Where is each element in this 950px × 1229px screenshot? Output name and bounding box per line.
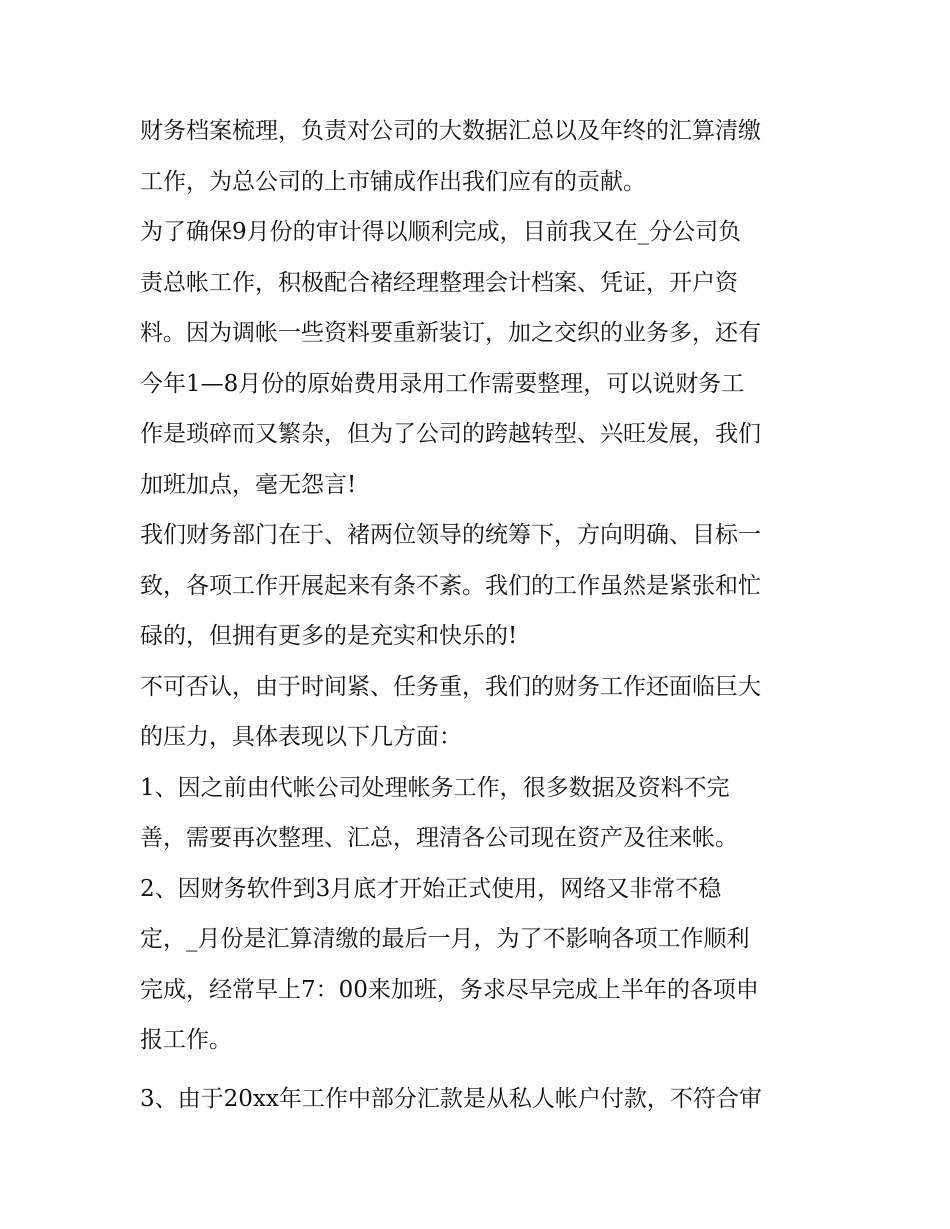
text-line: 我们财务部门在于、褚两位领导的统筹下，方向明确、目标一: [140, 522, 761, 548]
text-line: 3、由于20xx年工作中部分汇款是从私人帐户付款，不符合审: [140, 1085, 762, 1112]
text-line: 料。因为调帐一些资料要重新装订，加之交织的业务多，还有: [140, 320, 761, 346]
text-line: 碌的，但拥有更多的是充实和快乐的!: [140, 623, 518, 649]
text-line: 作是琐碎而又繁杂，但为了公司的跨越转型、兴旺发展，我们: [140, 421, 761, 447]
text-line: 完成，经常早上7：00来加班，务求尽早完成上半年的各项申: [140, 976, 759, 1003]
document-body: [140, 106, 820, 1124]
text-line: 善，需要再次整理、汇总，理清各公司现在资产及往来帐。: [140, 825, 738, 851]
text-line: 1、因之前由代帐公司处理帐务工作，很多数据及资料不完: [140, 774, 730, 801]
text-line: 致，各项工作开展起来有条不紊。我们的工作虽然是紧张和忙: [140, 572, 761, 599]
text-line: 报工作。: [140, 1027, 232, 1053]
text-line: 责总帐工作，积极配合褚经理整理会计档案、凭证，开户资: [140, 269, 738, 296]
text-line: 财务档案梳理，负责对公司的大数据汇总以及年终的汇算清缴: [140, 118, 761, 144]
paragraph-gap: [140, 1066, 820, 1074]
text-line: 为了确保9月份的审计得以顺利完成，目前我又在_分公司负: [140, 219, 742, 245]
text-line: 2、因财务软件到3月底才开始正式使用，网络又非常不稳: [140, 875, 722, 902]
text-line: 定，_月份是汇算清缴的最后一月，为了不影响各项工作顺利: [140, 926, 750, 952]
text-line: 的压力，具体表现以下几方面：: [140, 724, 462, 750]
text-line: 今年1—8月份的原始费用录用工作需要整理，可以说财务工: [140, 370, 745, 397]
text-line: 不可否认，由于时间紧、任务重，我们的财务工作还面临巨大: [140, 673, 761, 700]
text-line: 工作，为总公司的上市铺成作出我们应有的贡献。: [140, 168, 646, 195]
text-line: 加班加点，毫无怨言!: [140, 471, 357, 498]
